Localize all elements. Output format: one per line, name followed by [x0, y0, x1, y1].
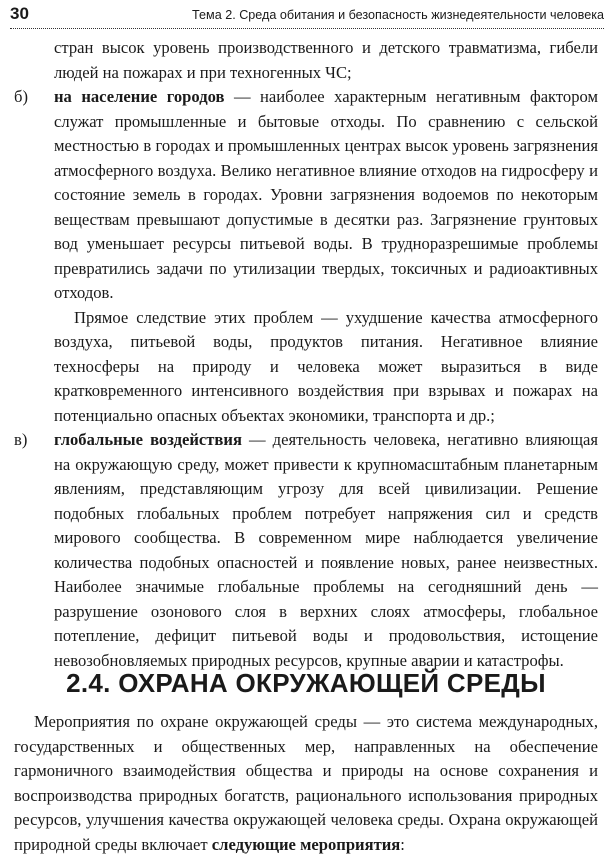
item-body: — наиболее характерным негативным фактором служат промышленные и бытовые отходы. По сравнению с сельской местностью в городах и промышленных центрах высок уровень загрязнения атмосферного воздуха. Велико негативное влияние отходов на гидросферу и состояние земель в городах. Уровни загрязнения водоемов по некоторым веществам превышают допустимые в десятки раз. Загрязнение грунтовых вод уменьшает ресурсы питьевой воды. В трудноразрешимые проблемы превратились задачи по утилизации твердых, токсичных и радиоактивных отходов.	[54, 87, 599, 302]
item-body: — деятельность человека, негативно влияющая на окружающую среду, может привести к крупномасштабным планетарным явлениям, представляющим угрозу для всей цивилизации. Решение подобных глобальных проблем потребует напряжения сил и средств мирового сообщества. В современном мире наблюдается увеличение количества подобных опасностей и появление новых, ранее неизвестных. Наиболее значимые глобальные проблемы на сегодняшний день — разрушение озонового слоя в верхних слоях атмосферы, глобальное потепление, дефицит питьевой воды и продовольствия, истощение невозобновляемых природных ресурсов, крупные аварии и катастрофы.	[54, 430, 598, 670]
main-text	[14, 36, 598, 673]
item-term: глобальные воздействия	[54, 430, 242, 449]
list-marker: в)	[14, 430, 28, 449]
list-marker: б)	[14, 87, 28, 106]
page-number: 30	[10, 4, 29, 23]
header-divider	[10, 28, 604, 29]
list-item-b	[14, 85, 598, 428]
list-item-text	[54, 428, 598, 673]
list-item-c	[14, 428, 598, 673]
section-heading: 2.4. ОХРАНА ОКРУЖАЮЩЕЙ СРЕДЫ	[66, 668, 546, 698]
page-header	[10, 4, 604, 28]
section-paragraph	[14, 710, 598, 857]
item-term: на население городов	[54, 87, 225, 106]
section-tail: :	[400, 834, 405, 854]
section-body: Мероприятия по охране окружающей среды — это система международных, государственных и общественных мер, направленных на обеспечение гармоничного взаимодействия общества и природы на основе сохранения и воспроизводства природных богатств, рационального использования природных ресурсов, улучшения качества окружающей человека среды. Охрана окружающей природной среды включает	[14, 712, 598, 854]
section-term: следующие мероприятия	[211, 834, 401, 854]
list-item-text	[54, 85, 598, 306]
section-text	[14, 710, 598, 857]
list-item-paragraph: Прямое следствие этих проблем — ухудшение качества атмосферного воздуха, питьевой воды, продуктов питания. Негативное влияние техносферы на природу и человека может выразиться в виде кратковременного интенсивного воздействия при взрывах и пожарах на потенциально опасных объектах экономики, транспорта и др.;	[54, 307, 598, 425]
continuation-paragraph: стран высок уровень производственного и детского травматизма, гибели людей на пожарах и при техногенных ЧС;	[54, 38, 598, 82]
running-title: Тема 2. Среда обитания и безопасность жизнедеятельности человека	[192, 8, 604, 22]
